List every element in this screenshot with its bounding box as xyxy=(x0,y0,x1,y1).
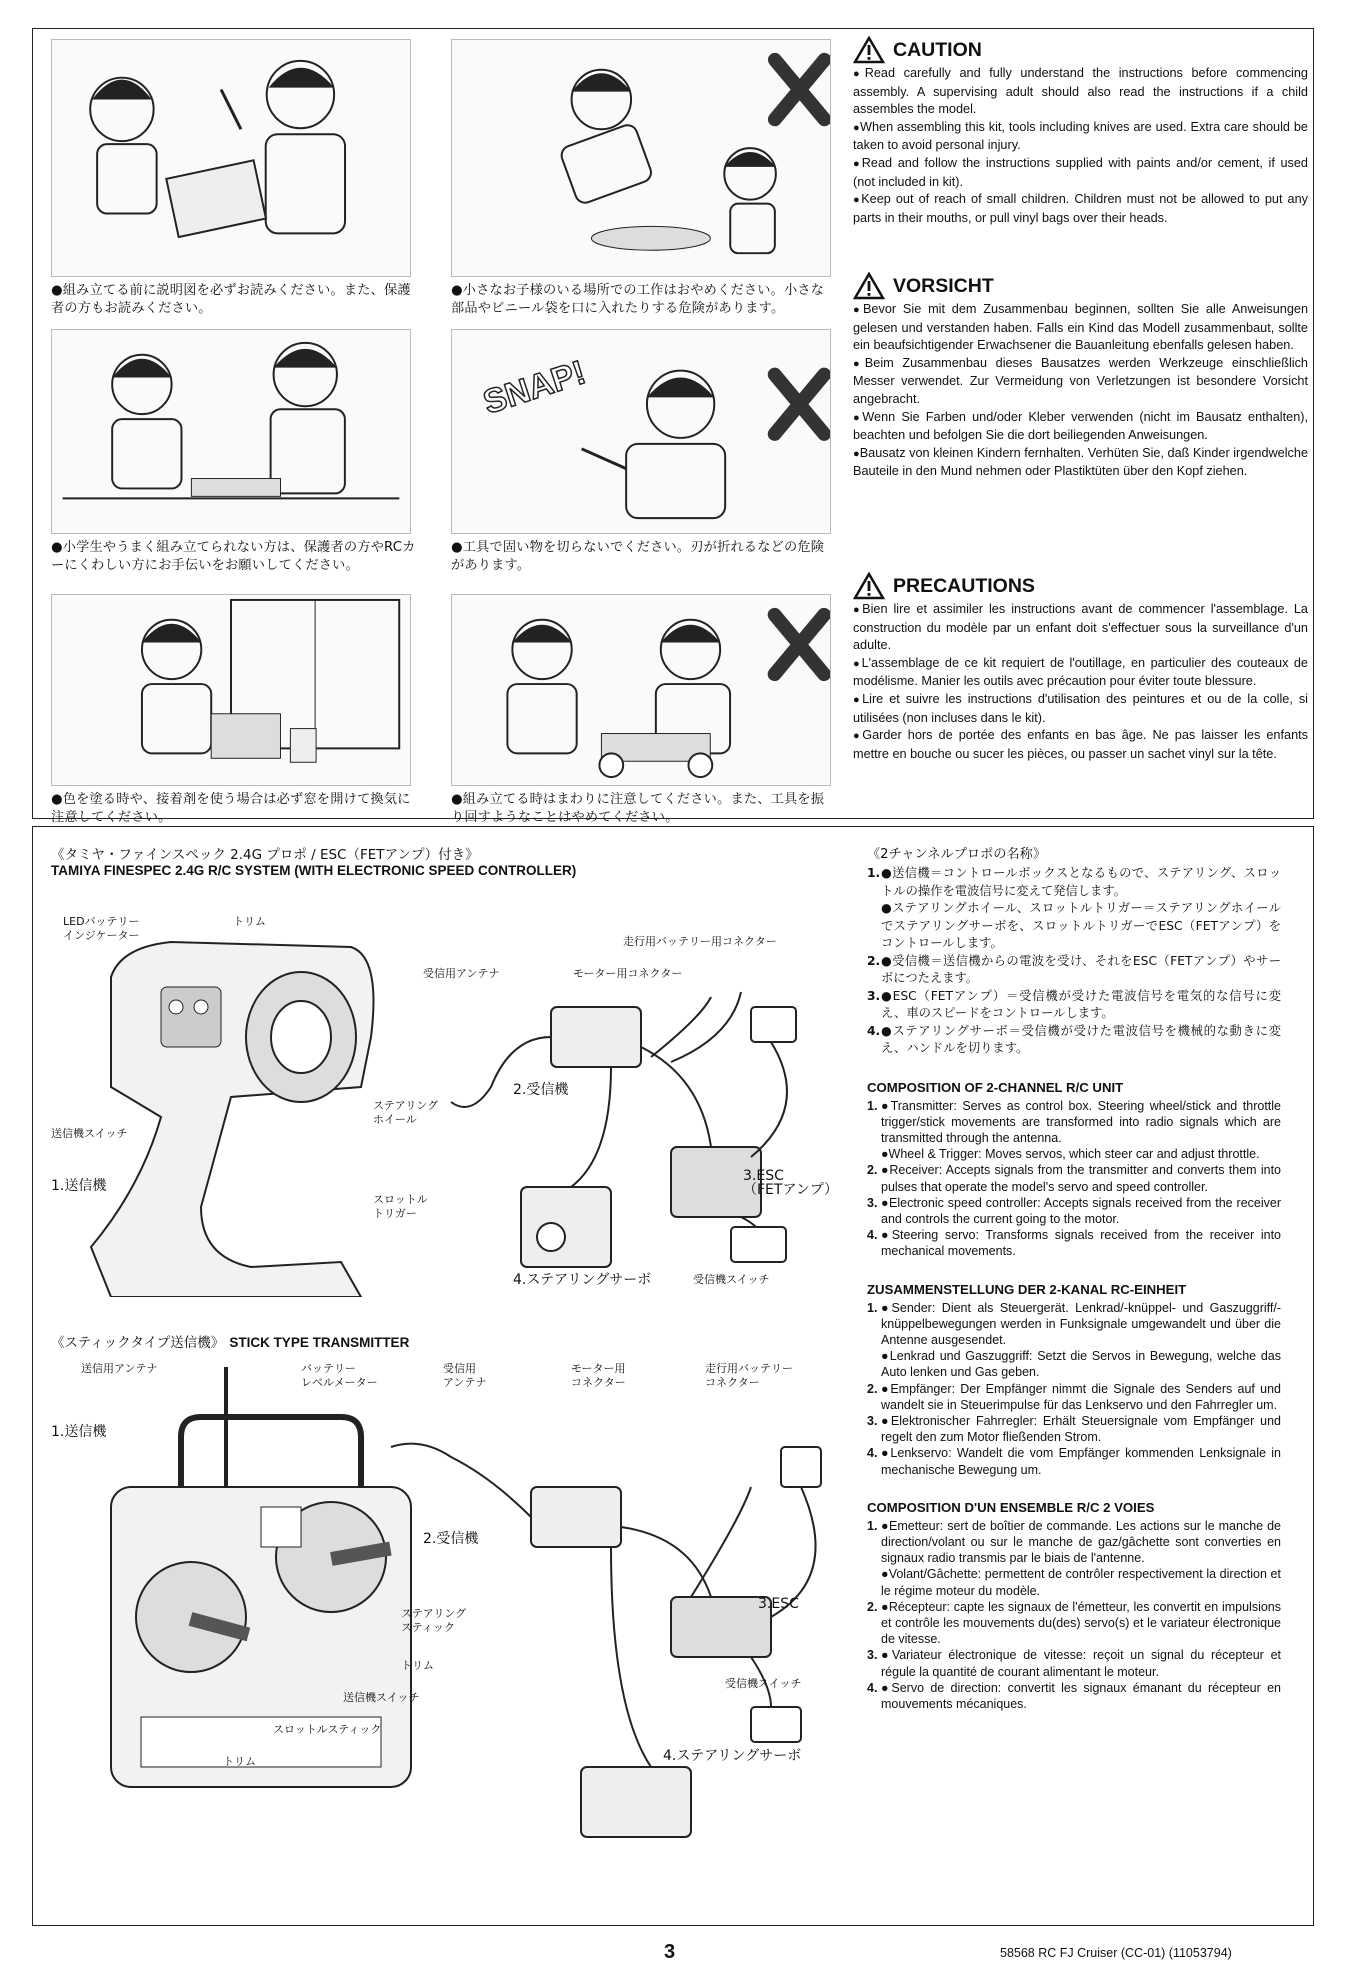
vorsicht-item: ●Bausatz von kleinen Kindern fernhalten. Verhüten Sie, daß Kinder irgendwelche Bauteile in den Mund nehmen oder Plastiktüten über den Kopf ziehen. xyxy=(853,445,1308,479)
warning-triangle-icon xyxy=(853,36,885,64)
vorsicht-section xyxy=(853,271,1308,481)
caption-read-instructions: ●組み立てる前に説明図を必ずお読みください。また、保護者の方もお読みください。 xyxy=(51,283,411,316)
snap-text: SNAP! xyxy=(479,354,591,422)
label-trim-2: トリム xyxy=(401,1659,434,1672)
swinging-tools-figure xyxy=(452,595,830,785)
rx-switch-shape xyxy=(751,1707,801,1742)
receiver-shape xyxy=(551,1007,641,1067)
safety-panel xyxy=(32,28,1314,825)
label-receiver-2: 2.受信機 xyxy=(423,1531,479,1547)
label-tx-switch-2: 送信機スイッチ xyxy=(343,1691,420,1704)
fr-composition-title: COMPOSITION D'UN ENSEMBLE R/C 2 VOIES xyxy=(867,1499,1155,1515)
caution-section xyxy=(853,35,1308,227)
esc-shape xyxy=(671,1597,771,1657)
fr-composition-item: 2. ●Récepteur: capte les signaux de l'émetteur, les convertit en impulsions et contrôle les mouvements du(des) servo(s) et le variateur électronique de vitesse. xyxy=(867,1599,1281,1647)
servo-shape xyxy=(521,1187,611,1267)
vorsicht-item: ●Wenn Sie Farben und/oder Kleber verwenden (nicht im Bausatz enthalten), beachten und befolgen Sie die dort beiliegenden Anweisungen. xyxy=(853,409,1308,443)
caption-swinging-tools: ●組み立てる時はまわりに注意してください。また、工具を振り回すようなことはやめてください。 xyxy=(451,792,825,825)
section2-title-en: STICK TYPE TRANSMITTER xyxy=(229,1335,410,1350)
rc-system-panel xyxy=(32,826,1314,1926)
label-trim-3: トリム xyxy=(223,1755,256,1768)
en-composition-block xyxy=(867,1080,1281,1260)
en-composition-item: 3. ●Electronic speed controller: Accepts signals received from the receiver and controls the current going to the motor. xyxy=(867,1195,1281,1226)
label-trim: トリム xyxy=(233,915,266,928)
label-throttle-trigger: スロットル トリガー xyxy=(373,1193,428,1220)
illustration-reading-instructions xyxy=(51,39,411,277)
vorsicht-body xyxy=(853,301,1308,481)
fr-composition-block xyxy=(867,1500,1281,1712)
caption-ask-help: ●小学生やうまく組み立てられない方は、保護者の方やRCカーにくわしい方にお手伝いをお願いしてください。 xyxy=(51,540,416,573)
label-steering-servo: 4.ステアリングサーボ xyxy=(513,1272,652,1288)
label-rx-switch: 受信機スイッチ xyxy=(693,1273,770,1286)
label-tx-antenna: 送信用アンテナ xyxy=(81,1362,158,1375)
fr-composition-item: 4. ●Servo de direction: convertit les signaux émanant du récepteur en mouvements mécaniques. xyxy=(867,1680,1281,1711)
caution-item: ●Keep out of reach of small children. Children must not be allowed to put any parts in their mouths, or pull vinyl bags over their heads. xyxy=(853,192,1308,225)
label-rx-antenna: 受信用アンテナ xyxy=(423,967,500,980)
jp-names-item: 2. ●受信機＝送信機からの電波を受け、それをESC（FETアンプ）やサーボにつたえます。 xyxy=(867,953,1281,985)
label-rx-switch-2: 受信機スイッチ xyxy=(725,1677,802,1690)
painting-figure xyxy=(52,595,410,785)
en-composition-item: 2. ●Receiver: Accepts signals from the transmitter and converts them into pulses that operate the model's servo and speed controller. xyxy=(867,1163,1281,1194)
pistol-transmitter-shape xyxy=(91,942,374,1297)
fr-composition-item: 1. ●Emetteur: sert de boîtier de commande. Les actions sur le manche de direction/volant ou sur le manche de gaz/gâchette sont converties en signaux radio transmis par le biais de l'antenne. ●Volant/Gâchette: permettent de contrôler respectivement la direction et le régime moteur du modèle. xyxy=(867,1518,1281,1598)
x-mark-icon xyxy=(775,615,824,674)
label-battery-level-meter: バッテリー レベルメーター xyxy=(301,1362,378,1389)
battery-connector-shape xyxy=(781,1447,821,1487)
precautions-body xyxy=(853,601,1308,763)
label-motor-connector-2: モーター用 コネクター xyxy=(571,1362,626,1389)
jp-names-block xyxy=(867,843,1281,1058)
precautions-title: PRECAUTIONS xyxy=(893,574,1035,597)
vorsicht-item: ●Beim Zusammenbau dieses Bausatzes werden Werkzeuge einschließlich Messer verwendet. Zur Vermeidung von Verletzungen ist besondere Vorsicht angebracht. xyxy=(853,355,1308,406)
precautions-item: ●L'assemblage de ce kit requiert de l'outillage, en particulier des couteaux de modélisme. Manier les outils avec précaution pour éviter toute blessure. xyxy=(853,655,1308,689)
label-tx-switch: 送信機スイッチ xyxy=(51,1127,128,1140)
section1-title-en: TAMIYA FINESPEC 2.4G R/C SYSTEM (WITH ELECTRONIC SPEED CONTROLLER) xyxy=(51,863,577,878)
de-composition-item: 1. ●Sender: Dient als Steuergerät. Lenkrad/-knüppel- und Gaszuggriff/- knüppelbewegungen werden in Funksignale umgewandelt und über die Antenne ausgesendet. ●Lenkrad und Gaszuggriff: Setzt die Servos in Bewegung, welche das Auto lenken und Gas geben. xyxy=(867,1300,1281,1380)
jp-names-title: 《2チャンネルプロポの名称》 xyxy=(867,847,1047,862)
en-composition-item: 4. ●Steering servo: Transforms signals received from the receiver into mechanical movements. xyxy=(867,1228,1281,1259)
small-children-figure xyxy=(452,40,830,276)
section2-title-jp: 《スティックタイプ送信機》 xyxy=(51,1335,225,1351)
label-steering-stick: ステアリング スティック xyxy=(401,1607,467,1634)
illustration-helper xyxy=(51,329,411,534)
vorsicht-item: ●Bevor Sie mit dem Zusammenbau beginnen, sollten Sie alle Anweisungen gelesen und verstanden haben. Falls ein Kind das Modell zusammenbaut, sollte ein beaufsichtigender Erwachsener die Bauanleitung ebenfalls gelesen haben. xyxy=(853,302,1309,353)
reading-figure xyxy=(52,40,410,276)
fr-composition-item: 3. ●Variateur électronique de vitesse: reçoit un signal du récepteur et régule la quantité de courant alimentant le moteur. xyxy=(867,1648,1281,1679)
en-composition-title: COMPOSITION OF 2-CHANNEL R/C UNIT xyxy=(867,1079,1124,1095)
snap-figure xyxy=(452,330,830,533)
receiver-shape xyxy=(531,1487,621,1547)
jp-names-item: 3. ●ESC（FETアンプ）＝受信機が受けた電波信号を電気的な信号に変え、車のスピードをコントロールします。 xyxy=(867,988,1281,1020)
servo-shape xyxy=(581,1767,691,1837)
caution-title: CAUTION xyxy=(893,38,982,61)
label-transmitter-2: 1.送信機 xyxy=(51,1424,107,1440)
label-receiver: 2.受信機 xyxy=(513,1082,569,1098)
helper-figure xyxy=(52,330,410,533)
illustration-snap xyxy=(451,329,831,534)
label-drive-battery-connector: 走行用バッテリー用コネクター xyxy=(623,935,777,948)
label-rx-antenna-2: 受信用 アンテナ xyxy=(443,1362,487,1389)
caution-item: ●Read carefully and fully understand the instructions before commencing assembly. A supervising adult should also read the instructions if a child assembles the model. xyxy=(853,66,1308,117)
x-mark-icon xyxy=(775,60,825,119)
label-transmitter: 1.送信機 xyxy=(51,1178,107,1194)
label-esc: 3.ESC （FETアンプ） xyxy=(743,1168,839,1198)
illustration-painting xyxy=(51,594,411,786)
illustration-swinging-tools xyxy=(451,594,831,786)
de-composition-item: 2. ●Empfänger: Der Empfänger nimmt die Signale des Senders auf und wandelt sie in Steuerimpulse für das Lenkservo und den Fahrregler um. xyxy=(867,1381,1281,1412)
section1-title-jp: 《タミヤ・ファインスペック 2.4G プロポ / ESC（FETアンプ）付き》 xyxy=(51,847,479,863)
label-steering-servo-2: 4.ステアリングサーボ xyxy=(663,1748,802,1764)
label-motor-connector: モーター用コネクター xyxy=(573,967,683,980)
illustration-small-children xyxy=(451,39,831,277)
warning-triangle-icon xyxy=(853,572,885,600)
product-code: 58568 RC FJ Cruiser (CC-01) (11053794) xyxy=(1000,1946,1232,1960)
label-led-indicator: LEDバッテリー インジケーター xyxy=(63,915,140,942)
x-mark-icon xyxy=(775,375,825,434)
section2-title xyxy=(51,1331,409,1351)
rc-text-column xyxy=(867,843,1281,1734)
de-composition-block xyxy=(867,1282,1281,1478)
de-composition-title: ZUSAMMENSTELLUNG DER 2-KANAL RC-EINHEIT xyxy=(867,1281,1187,1297)
page-number: 3 xyxy=(664,1941,676,1963)
caution-item: ●When assembling this kit, tools including knives are used. Extra care should be taken to avoid personal injury. xyxy=(853,119,1308,153)
warning-triangle-icon xyxy=(853,272,885,300)
label-drive-battery-connector-2: 走行用バッテリー コネクター xyxy=(705,1362,793,1389)
label-esc-2: 3.ESC xyxy=(758,1596,799,1612)
precautions-item: ●Lire et suivre les instructions d'utilisation des peintures et ou de la colle, si utilisées (non incluses dans le kit). xyxy=(853,691,1308,725)
precautions-item: ●Bien lire et assimiler les instructions avant de commencer l'assemblage. La construction du modèle par un enfant doit s'effectuer sous la surveillance d'un adulte. xyxy=(853,602,1308,653)
en-composition-item: 1. ●Transmitter: Serves as control box. Steering wheel/stick and throttle trigger/stick movements are transformed into radio signals which are transmitted through the antenna. ●Wheel & Trigger: Moves servos, which steer car and adjust throttle. xyxy=(867,1098,1281,1162)
rx-switch-shape xyxy=(731,1227,786,1262)
caption-hard-objects: ●工具で固い物を切らないでください。刃が折れるなどの危険があります。 xyxy=(451,540,825,573)
vorsicht-title: VORSICHT xyxy=(893,274,994,297)
caution-item: ●Read and follow the instructions supplied with paints and/or cement, if used (not included in kit). xyxy=(853,155,1308,189)
label-steering-wheel: ステアリング ホイール xyxy=(373,1099,439,1126)
de-composition-item: 4. ●Lenkservo: Wandelt die vom Empfänger kommenden Lenksignale in mechanische Bewegung um. xyxy=(867,1446,1281,1477)
label-throttle-stick: スロットルスティック xyxy=(273,1723,382,1736)
jp-names-item: 4. ●ステアリングサーボ＝受信機が受けた電波信号を機械的な動きに変え、ハンドルを切ります。 xyxy=(867,1023,1281,1055)
battery-connector-shape xyxy=(751,1007,796,1042)
precautions-section xyxy=(853,571,1308,763)
caption-small-children: ●小さなお子様のいる場所での工作はおやめください。小さな部品やビニール袋を口に入れたりする危険があります。 xyxy=(451,283,825,316)
de-composition-item: 3. ●Elektronischer Fahrregler: Erhält Steuersignale vom Empfänger und regelt den zum Motor fließenden Strom. xyxy=(867,1413,1281,1445)
jp-names-item: 1. ●送信機＝コントロールボックスとなるもので、ステアリング、スロットルの操作を電波信号に変えて発信します。 ●ステアリングホイール、スロットルトリガー＝ステアリングホイールでステアリングサーボを、スロットルトリガーでESC（FETアンプ）をコントロールします。 xyxy=(867,866,1281,950)
precautions-item: ●Garder hors de portée des enfants en bas âge. Ne pas laisser les enfants mettre en bouche ou sucer les pièces, ou passer un sachet vinyl sur la tête. xyxy=(853,728,1308,761)
caution-body xyxy=(853,65,1308,227)
caption-ventilation: ●色を塗る時や、接着剤を使う場合は必ず窓を開けて換気に注意してください。 xyxy=(51,792,411,825)
